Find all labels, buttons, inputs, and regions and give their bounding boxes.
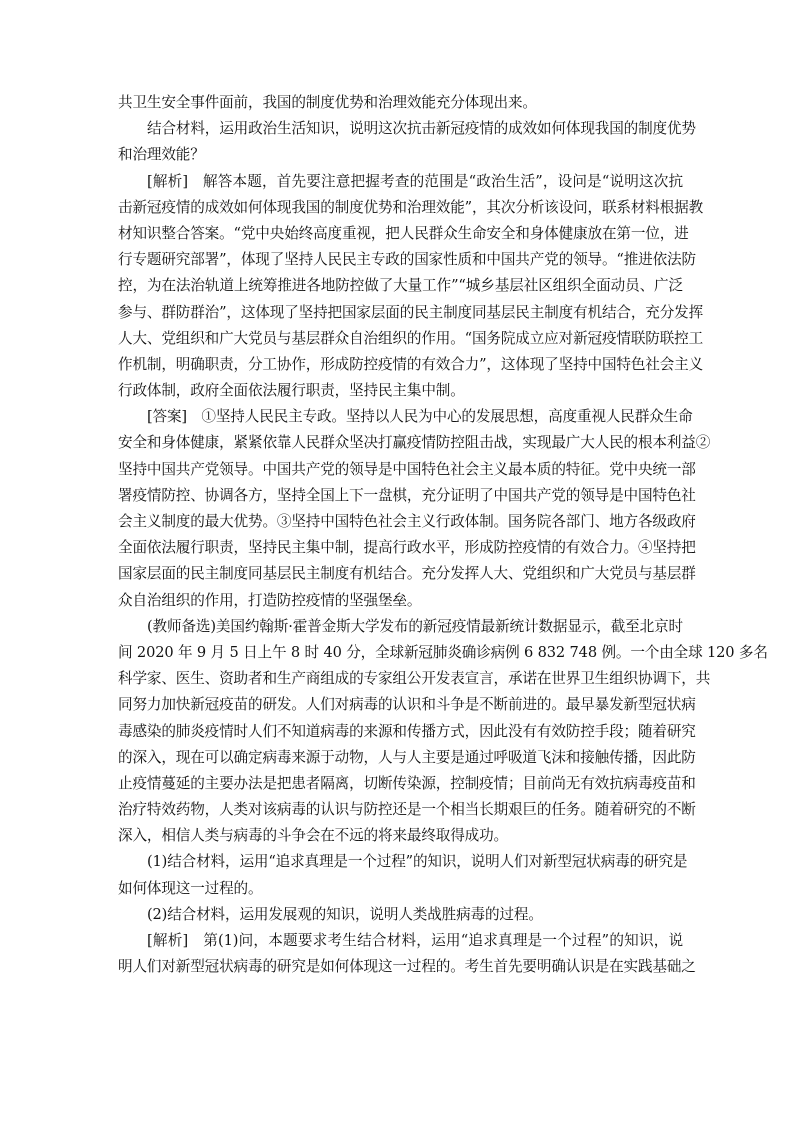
text-line: 人大、党组织和广大党员与基层群众自治组织的作用。“国务院成立应对新冠疫情联防联控工: [118, 329, 704, 347]
text-line: [解析] 第(1)问，本题要求考生结合材料，运用“追求真理是一个过程”的知识，说: [147, 932, 683, 949]
text-line: 间 2020 年 9 月 5 日上午 8 时 40 分，全球新冠肺炎确诊病例 6 832 748 例。一个由全球 120 多名: [118, 643, 768, 661]
text-line: 作机制，明确职责，分工协作，形成防控疫情的有效合力”，这体现了坚持中国特色社会主义: [118, 355, 704, 373]
text-line: 行专题研究部署”，体现了坚持人民民主专政的国家性质和中国共产党的领导。“推进依法防: [118, 251, 696, 269]
text-line: 明人们对新型冠状病毒的研究是如何体现这一过程的。考生首先要明确认识是在实践基础之: [118, 958, 696, 976]
text-line: 行政体制，政府全面依法履行职责，坚持民主集中制。: [118, 382, 465, 400]
text-line: (2)结合材料，运用发展观的知识，说明人类战胜病毒的过程。: [147, 905, 543, 923]
text-line: 击新冠疫情的成效如何体现我国的制度优势和治理效能”，其次分析该设问，联系材料根据教: [118, 198, 704, 216]
text-line: 署疫情防控、协调各方，坚持全国上下一盘棋，充分证明了中国共产党的领导是中国特色社: [118, 486, 696, 504]
text-line: (1)结合材料，运用“追求真理是一个过程”的知识，说明人们对新型冠状病毒的研究是: [147, 853, 688, 871]
text-line: 安全和身体健康，紧紧依靠人民群众坚决打赢疫情防控阻击战，实现最广大人民的根本利益②: [118, 434, 711, 452]
text-line: 和治理效能？: [118, 146, 205, 164]
text-line: 会主义制度的最大优势。③坚持中国特色社会主义行政体制。国务院各部门、地方各级政府: [118, 513, 696, 530]
text-line: 控，为在法治轨道上统筹推进各地防控做了大量工作”“城乡基层社区组织全面动员、广泛: [118, 277, 683, 295]
text-line: [解析] 解答本题，首先要注意把握考查的范围是“政治生活”，设问是“说明这次抗: [147, 172, 683, 190]
text-line: 参与、群防群治”，这体现了坚持把国家层面的民主制度同基层民主制度有机结合，充分发挥: [118, 303, 704, 321]
text-line: 止疫情蔓延的主要办法是把患者隔离，切断传染源，控制疫情；目前尚无有效抗病毒疫苗和: [118, 774, 696, 792]
text-line: 深入，相信人类与病毒的斗争会在不远的将来最终取得成功。: [118, 827, 508, 845]
text-line: 科学家、医生、资助者和生产商组成的专家组公开发表宣言，承诺在世界卫生组织协调下，共: [118, 670, 711, 688]
text-line: 如何体现这一过程的。: [118, 879, 263, 897]
text-line: 毒感染的肺炎疫情时人们不知道病毒的来源和传播方式，因此没有有效防控手段；随着研究: [118, 722, 696, 740]
text-line: 众自治组织的作用，打造防控疫情的坚强堡垒。: [118, 591, 422, 609]
text-line: 坚持中国共产党领导。中国共产党的领导是中国特色社会主义最本质的特征。党中央统一部: [118, 460, 696, 478]
text-line: 同努力加快新冠疫苗的研发。人们对病毒的认识和斗争是不断前进的。最早暴发新型冠状病: [118, 696, 696, 714]
text-line: 治疗特效药物，人类对该病毒的认识与防控还是一个相当长期艰巨的任务。随着研究的不断: [118, 801, 696, 819]
text-line: 材知识整合答案。“党中央始终高度重视，把人民群众生命安全和身体健康放在第一位，进: [118, 224, 689, 242]
text-line: 的深入，现在可以确定病毒来源于动物，人与人主要是通过呼吸道飞沫和接触传播，因此防: [118, 748, 696, 766]
text-line: (教师备选)美国约翰斯·霍普金斯大学发布的新冠疫情最新统计数据显示，截至北京时: [147, 617, 683, 635]
text-line: 共卫生安全事件面前，我国的制度优势和治理效能充分体现出来。: [118, 94, 537, 111]
document-page: [118, 90, 768, 980]
text-line: [答案] ①坚持人民民主专政。坚持以人民为中心的发展思想，高度重视人民群众生命: [147, 408, 693, 426]
text-line: 国家层面的民主制度同基层民主制度有机结合。充分发挥人大、党组织和广大党员与基层群: [118, 565, 696, 583]
text-line: 结合材料，运用政治生活知识，说明这次抗击新冠疫情的成效如何体现我国的制度优势: [147, 120, 696, 138]
text-line: 全面依法履行职责，坚持民主集中制，提高行政水平，形成防控疫情的有效合力。④坚持把: [118, 539, 696, 557]
